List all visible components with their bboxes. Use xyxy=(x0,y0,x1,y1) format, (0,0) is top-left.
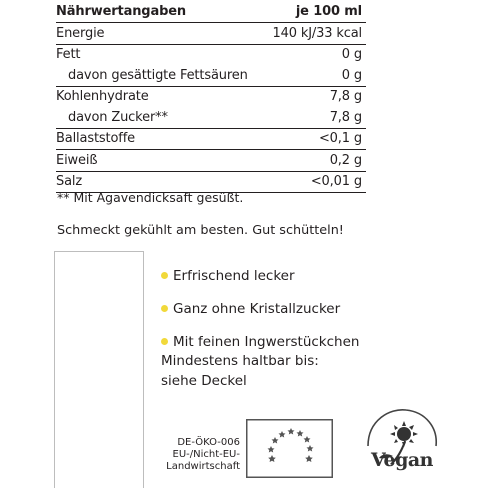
nutrient-value: 7,8 g xyxy=(329,109,362,125)
shelf-life-line: siehe Deckel xyxy=(161,373,247,389)
vegan-label: Vegan xyxy=(371,449,433,471)
origin-line: EU-/Nicht-EU- xyxy=(172,449,240,460)
nutrient-value: 7,8 g xyxy=(329,89,362,105)
shelf-life-note xyxy=(161,351,319,391)
list-item xyxy=(161,259,359,292)
nutrient-label: Energie xyxy=(56,25,105,41)
origin-line: Landwirtschaft xyxy=(166,461,240,472)
nutrition-header-value: je 100 ml xyxy=(295,3,362,19)
nutrient-label: Fett xyxy=(56,47,81,63)
organic-control-code xyxy=(150,437,240,473)
table-row xyxy=(56,149,366,171)
serving-tip: Schmeckt gekühlt am besten. Gut schütteln! xyxy=(57,223,344,238)
list-item xyxy=(161,292,359,325)
nutrient-label: Salz xyxy=(56,174,83,190)
nutrient-value: 140 kJ/33 kcal xyxy=(272,25,362,41)
nutrient-label: davon Zucker** xyxy=(68,109,168,125)
feature-text: Ganz ohne Kristallzucker xyxy=(173,300,341,317)
blank-label-panel xyxy=(54,251,144,488)
yellow-bullet-icon xyxy=(161,338,168,345)
feature-text: Mit feinen Ingwerstückchen xyxy=(173,333,360,350)
nutrient-value: 0,2 g xyxy=(329,152,362,168)
nutrient-value: 0 g xyxy=(341,67,362,83)
nutrient-value: <0,01 g xyxy=(310,174,362,190)
nutrient-label: Eiweiß xyxy=(56,152,98,168)
table-row xyxy=(56,86,366,108)
table-row xyxy=(56,44,366,66)
nutrition-table-header xyxy=(56,0,366,22)
nutrient-label: Ballaststoffe xyxy=(56,131,135,147)
table-row xyxy=(56,107,366,128)
nutrient-label: Kohlenhydrate xyxy=(56,89,149,105)
yellow-bullet-icon xyxy=(161,305,168,312)
nutrient-label: davon gesättigte Fettsäuren xyxy=(68,67,248,83)
eu-organic-leaf-icon xyxy=(246,419,333,478)
control-body-code: DE-ÖKO-006 xyxy=(177,437,240,448)
sweetener-footnote: ** Mit Agavendicksaft gesüßt. xyxy=(57,190,244,205)
feature-text: Erfrischend lecker xyxy=(173,267,295,284)
table-row xyxy=(56,22,366,44)
nutrient-value: <0,1 g xyxy=(318,131,362,147)
table-row xyxy=(56,65,366,86)
nutrition-header-label: Nährwertangaben xyxy=(56,3,187,19)
nutrient-value: 0 g xyxy=(341,47,362,63)
table-row xyxy=(56,128,366,150)
shelf-life-line: Mindestens haltbar bis: xyxy=(161,353,319,369)
feature-list xyxy=(161,259,359,358)
yellow-bullet-icon xyxy=(161,272,168,279)
vegan-sunflower-icon xyxy=(360,406,442,484)
nutrition-table xyxy=(56,0,366,193)
